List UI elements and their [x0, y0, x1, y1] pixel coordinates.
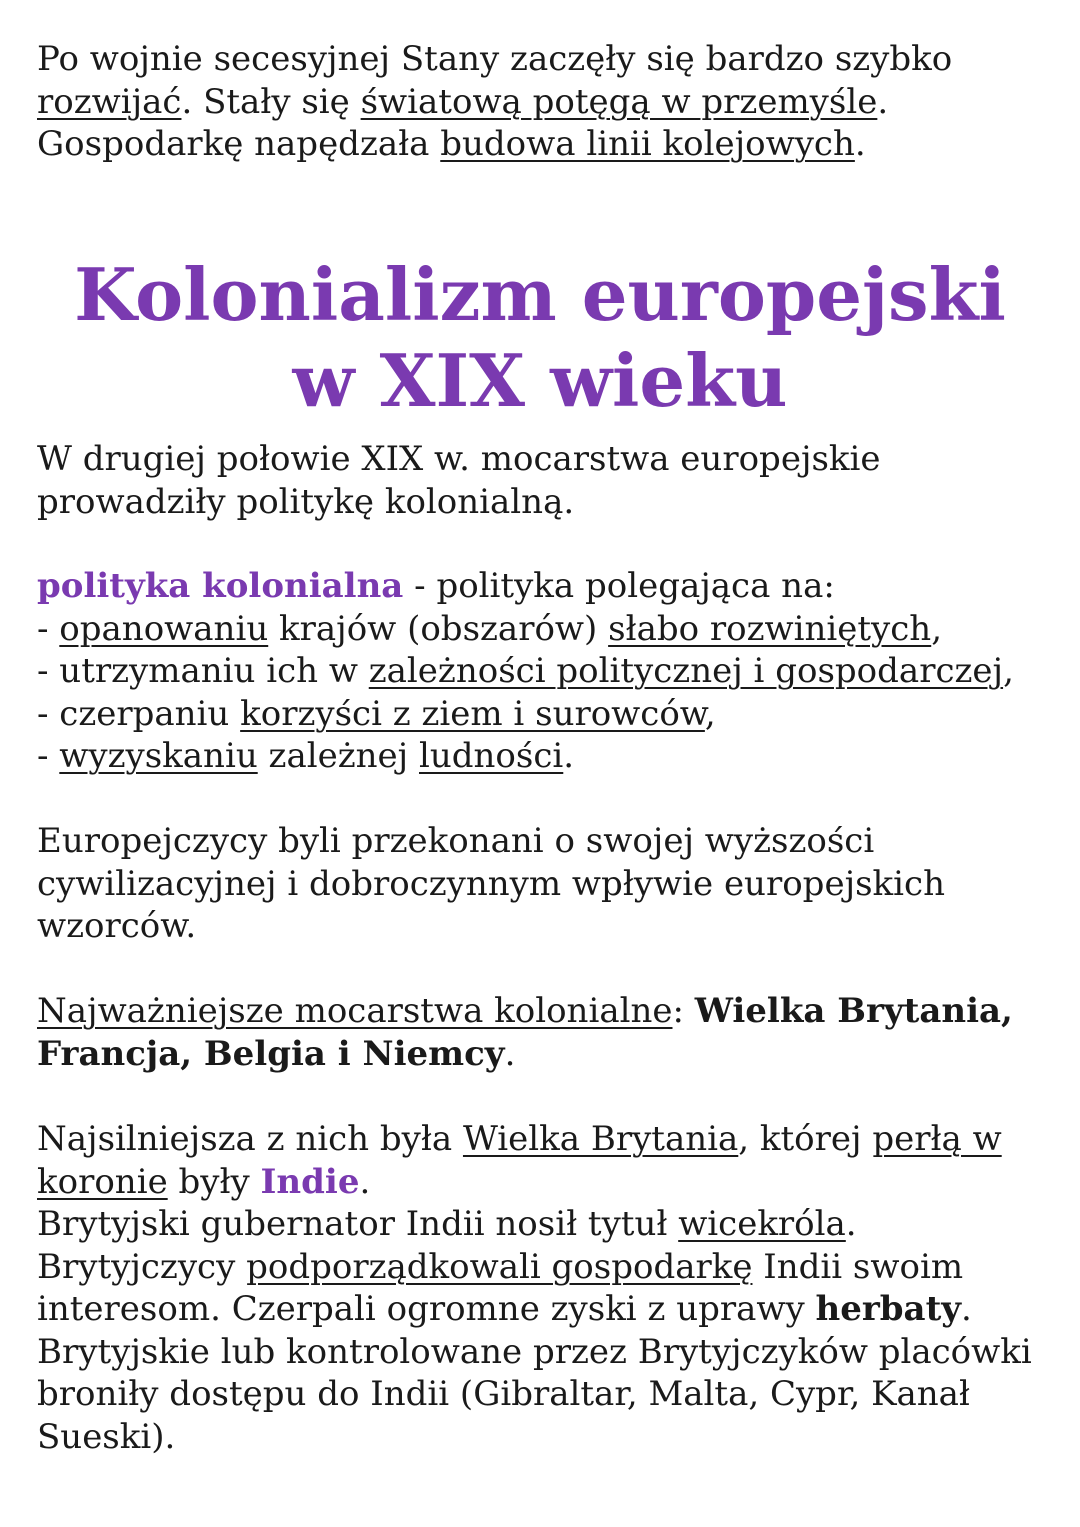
- underlined-phrase: światową potęgą w przemyśle: [360, 81, 878, 122]
- underlined-phrase: rozwijać: [37, 81, 182, 122]
- definition-term: polityka kolonialna: [37, 566, 404, 606]
- powers-list: Wielka Brytania, Francja, Belgia i Niemcy: [37, 991, 1013, 1074]
- powers-label: Najważniejsze mocarstwa kolonialne: [37, 991, 673, 1031]
- list-item: - opanowaniu krajów (obszarów) słabo rozwiniętych,: [37, 608, 943, 649]
- title-line-2: w XIX wieku: [292, 338, 788, 423]
- page-title: [0, 252, 1080, 424]
- list-item: - wyzyskaniu zależnej ludności.: [37, 736, 575, 776]
- britain-paragraph: Najsilniejsza z nich była Wielka Brytania, której perłą w koronie były Indie. Brytyjski gubernator Indii nosił tytuł wicekróla. Brytyjczycy podporządkowali gospodarkę Indii swoim interesom. Czerpali ogromne zyski z uprawy herbaty. Brytyjskie lub kontrolowane przez Brytyjczyków placówki broniły dostępu do Indii (Gibraltar, Malta, Cypr, Kanał Sueski).: [37, 1119, 1032, 1457]
- title-line-1: Kolonializm europejski: [74, 252, 1006, 337]
- superiority-paragraph: Europejczycy byli przekonani o swojej wyższości cywilizacyjnej i dobroczynnym wpływie europejskich wzorców.: [37, 821, 945, 946]
- powers-paragraph: Najważniejsze mocarstwa kolonialne: Wielka Brytania, Francja, Belgia i Niemcy.: [37, 991, 1013, 1074]
- highlight-indie: Indie: [260, 1161, 360, 1202]
- definition-block: [37, 565, 1047, 778]
- intro-colonial-paragraph: W drugiej połowie XIX w. mocarstwa europejskie prowadziły politykę kolonialną.: [37, 439, 881, 522]
- definition-heading: polityka kolonialna - polityka polegająca na:: [37, 566, 835, 606]
- list-item: - czerpaniu korzyści z ziem i surowców,: [37, 693, 716, 734]
- intro-paragraph: Po wojnie secesyjnej Stany zaczęły się bardzo szybko rozwijać. Stały się światową potęgą w przemyśle. Gospodarkę napędzała budowa linii kolejowych.: [37, 39, 953, 164]
- underlined-phrase: budowa linii kolejowych: [440, 124, 855, 164]
- list-item: - utrzymaniu ich w zależności politycznej i gospodarczej,: [37, 651, 1014, 691]
